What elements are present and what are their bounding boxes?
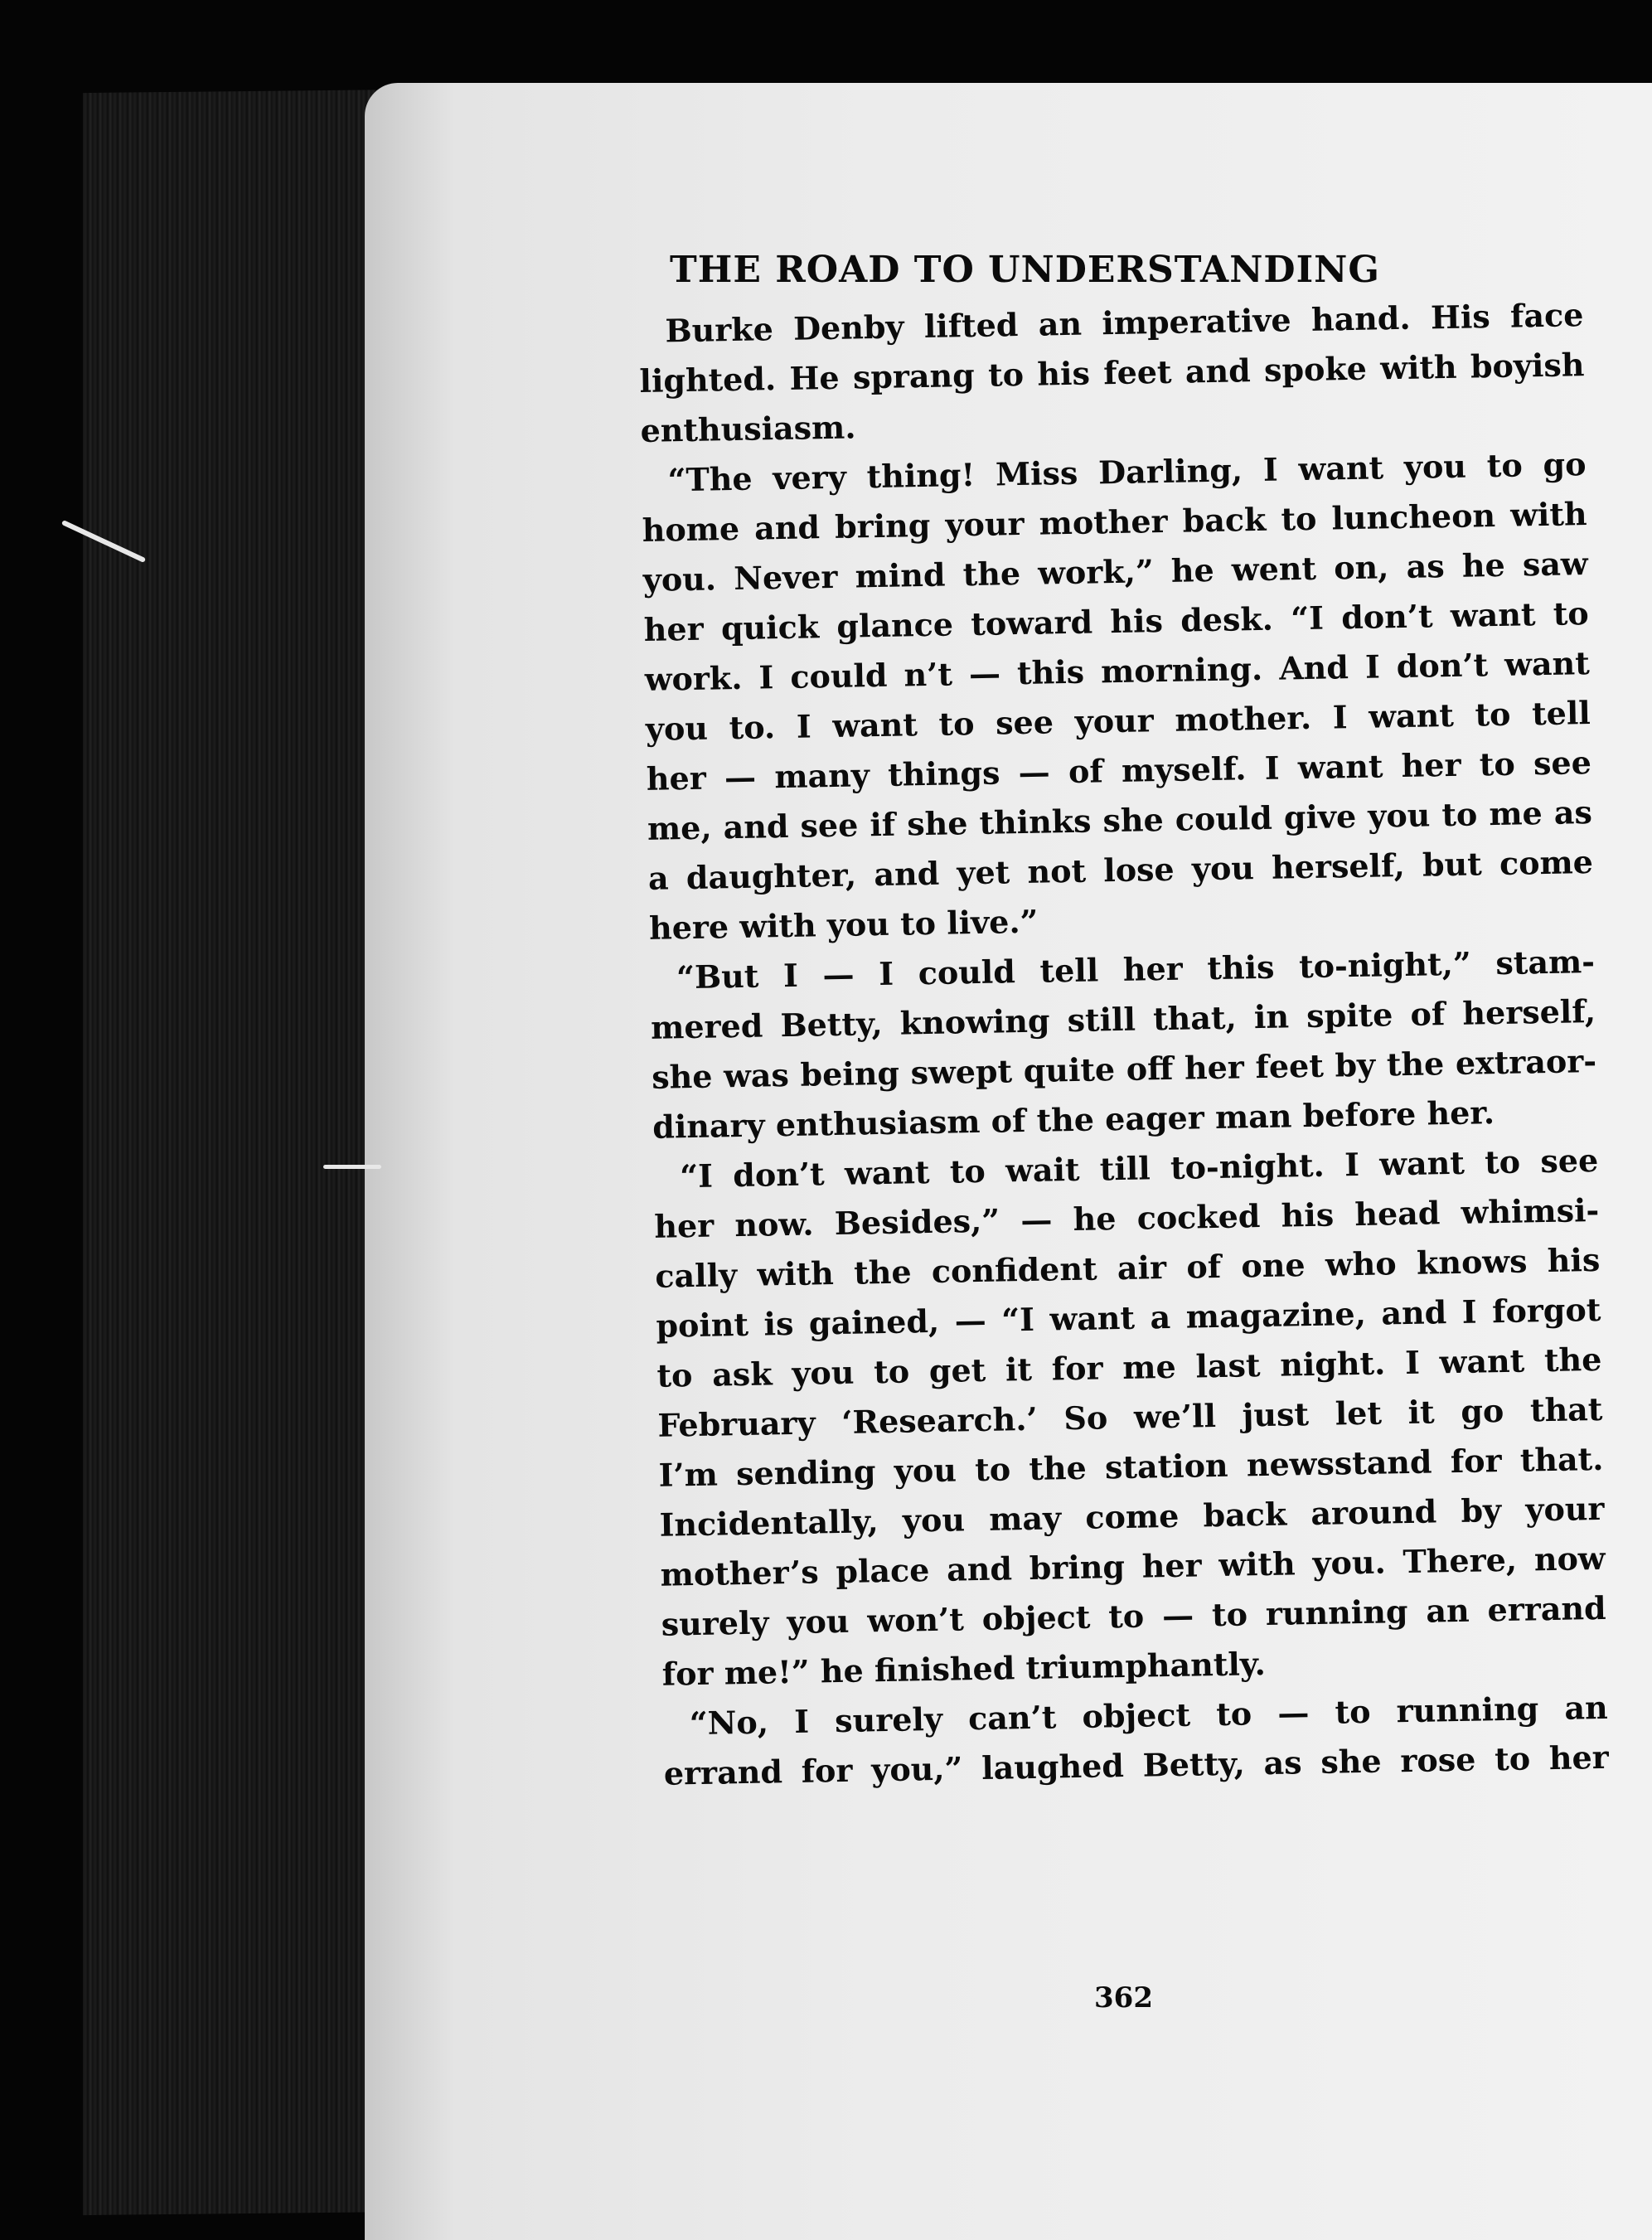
text-line: “The very thing! Miss Darling, I want you to go	[667, 445, 1587, 499]
text-line: February ‘Research.’ So we’ll just let it go that	[657, 1389, 1603, 1444]
text-line: Incidentally, you may come back around by your	[659, 1489, 1605, 1544]
text-line: to ask you to get it for me last night. I want the	[656, 1340, 1602, 1394]
page-number: 362	[1094, 1981, 1153, 2015]
text-line: home and bring your mother back to luncheon with	[642, 495, 1587, 549]
text-line: her now. Besides,” — he cocked his head whimsi-	[653, 1190, 1600, 1245]
text-line: Burke Denby lifted an imperative hand. His face	[665, 296, 1584, 350]
text-line: enthusiasm.	[640, 408, 856, 449]
body-text	[638, 290, 1609, 1799]
text-line: lighted. He sprang to his feet and spoke with boyish	[639, 346, 1585, 400]
text-line: errand for you,” laughed Betty, as she rose to her	[663, 1738, 1610, 1792]
text-line: for me!” he finished triumphantly.	[661, 1645, 1267, 1693]
text-line: work. I could n’t — this morning. And I don’t want	[644, 644, 1591, 698]
text-line: you to. I want to see your mother. I want to tell	[645, 694, 1591, 748]
text-line: mother’s place and bring her with you. There, now	[660, 1539, 1606, 1593]
text-line: “No, I surely can’t object to — to running an	[689, 1688, 1609, 1743]
text-line: her quick glance toward his desk. “I don’t want to	[643, 594, 1590, 648]
text-line: a daughter, and yet not lose you herself, but come	[647, 843, 1594, 897]
book-page	[365, 83, 1652, 2240]
text-line: mered Betty, knowing still that, in spite of herself,	[650, 992, 1596, 1046]
scan-speck	[323, 1165, 381, 1169]
text-line: “But I — I could tell her this to-night,” stam-	[676, 942, 1596, 996]
text-line: surely you won’t object to — to running an errand	[661, 1588, 1606, 1643]
text-line: me, and see if she thinks she could give you to me as	[647, 793, 1593, 847]
text-line: “I don’t want to wait till to-night. I want to see	[679, 1141, 1599, 1195]
text-line: you. Never mind the work,” he went on, as he saw	[642, 545, 1588, 599]
text-line: here with you to live.”	[648, 902, 1039, 947]
text-line: point is gained, — “I want a magazine, and I forgot	[656, 1290, 1601, 1345]
text-line: dinary enthusiasm of the eager man before her.	[652, 1093, 1495, 1146]
text-line: cally with the confident air of one who knows his	[655, 1240, 1601, 1295]
text-line: she was being swept quite off her feet by the extraor-	[651, 1041, 1597, 1096]
text-line: I’m sending you to the station newsstand for that.	[658, 1439, 1604, 1494]
text-line: her — many things — of myself. I want her to see	[646, 744, 1592, 798]
running-head: THE ROAD TO UNDERSTANDING	[670, 249, 1380, 291]
